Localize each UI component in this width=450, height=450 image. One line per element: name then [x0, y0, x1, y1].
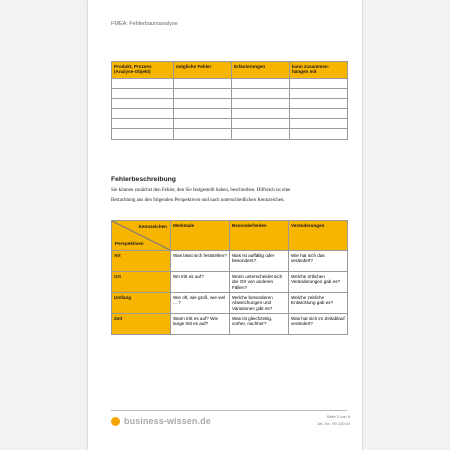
table-cell: Was ist gleichzeitig, vorher, nachher? — [230, 314, 289, 335]
analysis-table — [111, 61, 348, 140]
table-cell: Welche zeitliche Entwicklung gab es? — [289, 293, 348, 314]
table-row — [112, 99, 348, 109]
document-page — [88, 0, 362, 450]
empty-cell — [112, 99, 174, 109]
table-row — [112, 89, 348, 99]
table-cell: Welche örtlichen Veränderungen gab es? — [289, 272, 348, 293]
empty-cell — [112, 89, 174, 99]
page-number: Seite 2 von 8 — [326, 414, 350, 419]
table-row — [112, 129, 348, 139]
table-cell: Was lässt sich feststellen? — [171, 251, 230, 272]
column-header: kann zusammen-hängen mit — [290, 62, 348, 79]
empty-cell — [290, 109, 348, 119]
column-header: mögliche Fehler — [174, 62, 232, 79]
row-label: Ort — [112, 272, 171, 293]
empty-cell — [232, 79, 290, 89]
table-cell: Welche besonderen Abweichungen und Variationen gibt es? — [230, 293, 289, 314]
table-cell: Worin unterscheidet sich der Ort von anderen Fällen? — [230, 272, 289, 293]
column-header: Produkt, Prozess (Analyse-Objekt) — [112, 62, 174, 79]
table-cell: Wann tritt es auf? Wie lange tritt es auf? — [171, 314, 230, 335]
empty-cell — [290, 119, 348, 129]
empty-cell — [290, 129, 348, 139]
empty-cell — [174, 129, 232, 139]
empty-cell — [174, 119, 232, 129]
empty-cell — [290, 99, 348, 109]
empty-cell — [290, 89, 348, 99]
empty-cell — [232, 99, 290, 109]
table-cell: Was hat sich im Zeitablauf verändert? — [289, 314, 348, 335]
empty-cell — [174, 99, 232, 109]
row-label: Zeit — [112, 314, 171, 335]
empty-cell — [174, 89, 232, 99]
table-row — [112, 79, 348, 89]
row-label: Art — [112, 251, 171, 272]
row-label: Umfang — [112, 293, 171, 314]
column-header: Merkmale — [171, 221, 230, 251]
table-row — [112, 119, 348, 129]
article-number: Art.-Nr.: 99.100.04 — [317, 421, 350, 426]
column-header: Erläuterungen — [232, 62, 290, 79]
empty-cell — [174, 109, 232, 119]
page-header: FMEA: Fehlerbaumanalyse — [111, 21, 178, 27]
empty-cell — [232, 129, 290, 139]
empty-cell — [112, 79, 174, 89]
empty-cell — [174, 79, 232, 89]
column-header: Veränderungen — [289, 221, 348, 251]
brand-logo[interactable] — [111, 416, 211, 426]
logo-dot-icon — [111, 417, 120, 426]
table-row — [112, 251, 348, 272]
empty-cell — [290, 79, 348, 89]
table-row — [112, 314, 348, 335]
table-cell: Wie hat sich das verändert? — [289, 251, 348, 272]
empty-cell — [232, 119, 290, 129]
section-title: Fehlerbeschreibung — [111, 176, 176, 183]
empty-cell — [112, 109, 174, 119]
table-header-row — [112, 221, 348, 251]
table-header-row — [112, 62, 348, 79]
table-cell: Wie oft, wie groß, wie viel ... ? — [171, 293, 230, 314]
analysis-table-body — [112, 79, 348, 140]
table-row — [112, 293, 348, 314]
corner-cell — [112, 221, 171, 251]
section-body: Sie können zunächst den Fehler, den Sie festgestellt haben, beschreiben. Hilfreich ist eine Betrachtung aus den folgenden Perspektiven und nach unterschiedlichen Kennzeichen. — [111, 188, 291, 203]
empty-cell — [112, 129, 174, 139]
perspectives-table — [111, 220, 348, 335]
logo-text: business-wissen.de — [124, 416, 211, 426]
footer-divider — [111, 410, 347, 411]
footer-meta — [317, 413, 350, 427]
empty-cell — [232, 109, 290, 119]
column-header: Besonderheiten — [230, 221, 289, 251]
table-row — [112, 109, 348, 119]
empty-cell — [232, 89, 290, 99]
table-cell: Wo tritt es auf? — [171, 272, 230, 293]
table-cell: Was ist auffällig oder besonders? — [230, 251, 289, 272]
empty-cell — [112, 119, 174, 129]
corner-top-label: Kennzeichen — [138, 224, 167, 229]
table-row — [112, 272, 348, 293]
corner-bottom-label: Perspektiven — [115, 241, 144, 247]
